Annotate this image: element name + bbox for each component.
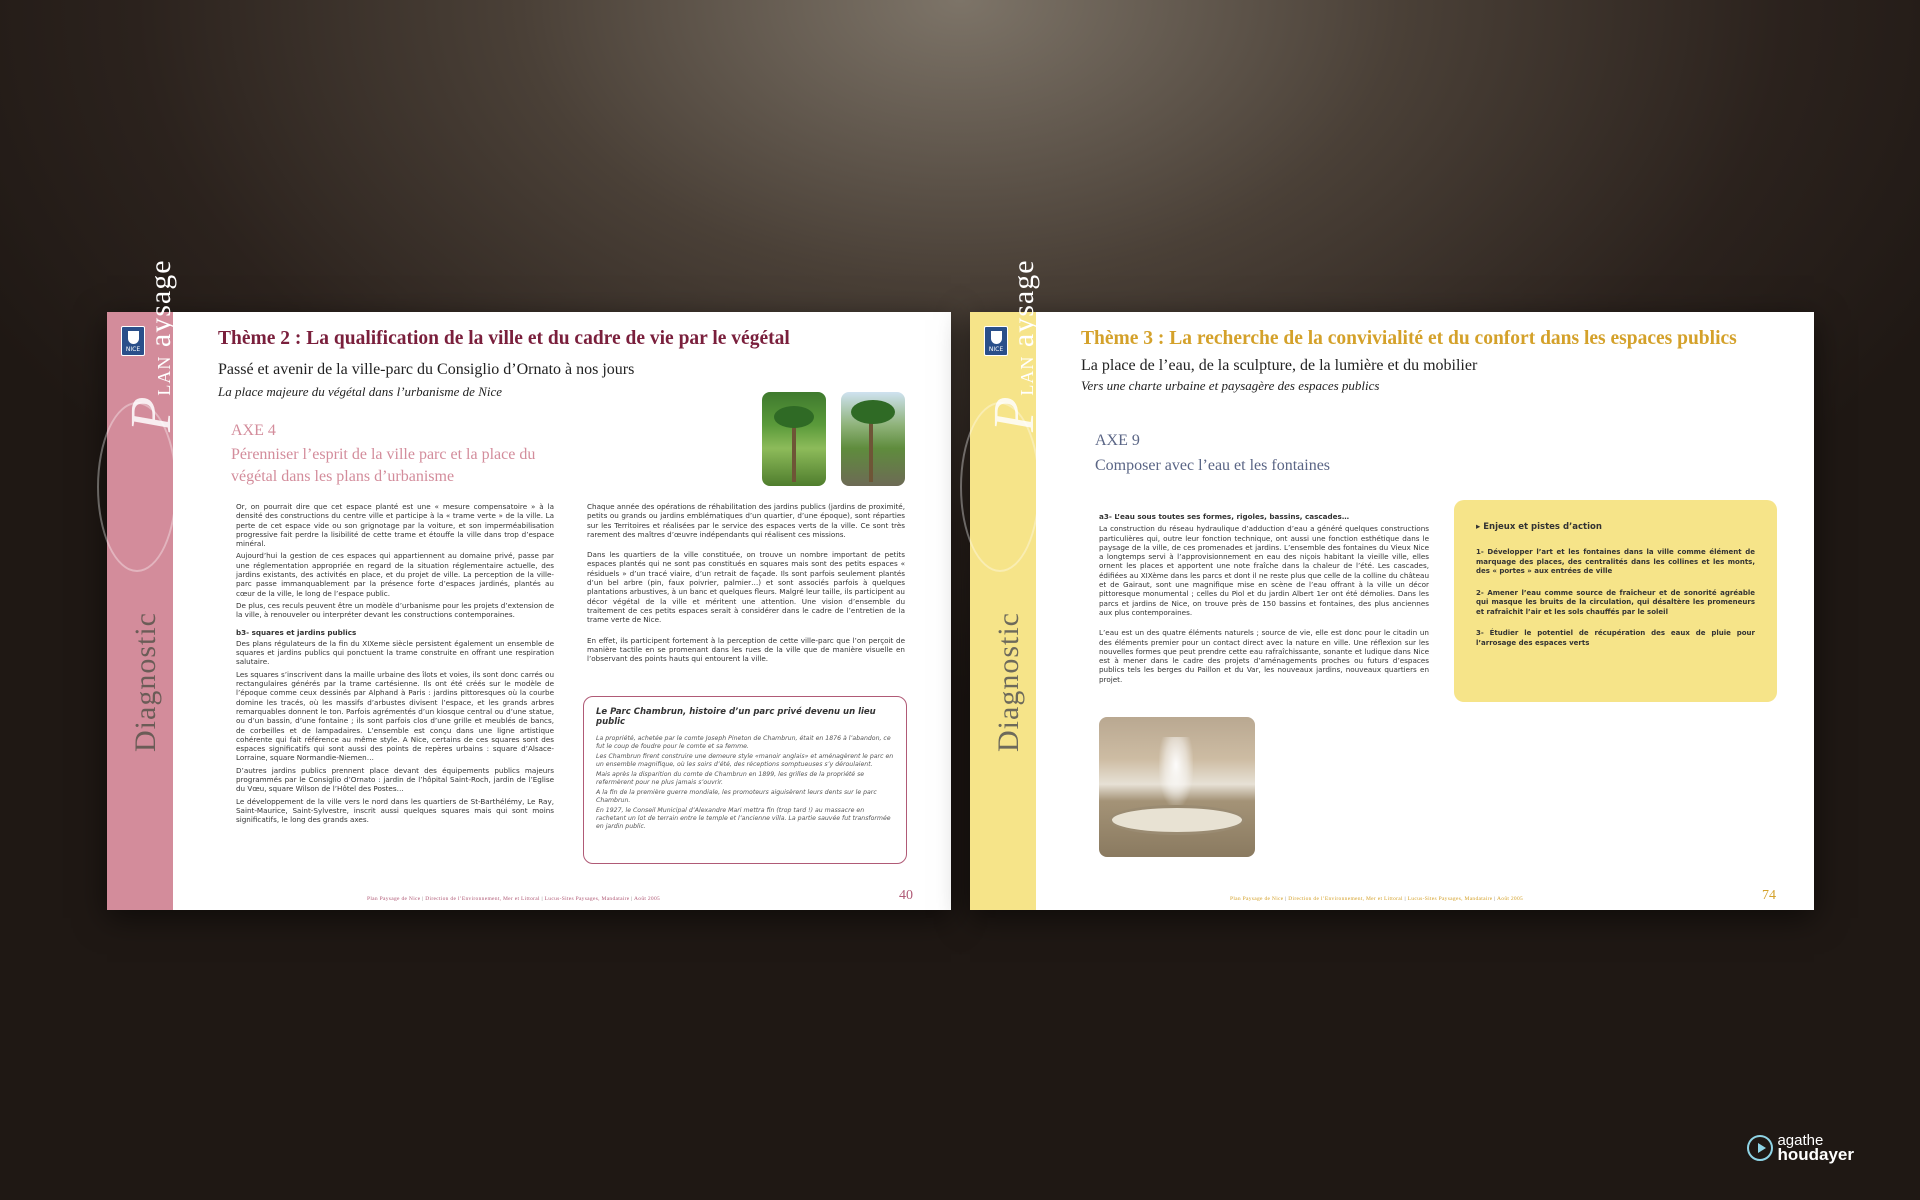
paragraph: Or, on pourrait dire que cet espace planté est une « mesure compensatoire » à la densité des constructions du centre ville et participe à la « trame verte » de la ville. La perte de cet espace vide ou son grignotage par la voiture, et son imperméabilisation progressive fait perdre la lisibilité de cette trame et étouffe la ville dans trop d’espace minéral. xyxy=(236,502,554,549)
info-box-body xyxy=(596,735,894,831)
brand-last: houdayer xyxy=(1777,1145,1854,1164)
page-footer: Plan Paysage de Nice | Direction de l’Environnement, Mer et Littoral | Lucus-Sites Paysages, Mandataire | Août 2005 xyxy=(1230,896,1524,902)
info-paragraph: La propriété, achetée par le comte Joseph Pineton de Chambrun, était en 1876 à l’abandon, ce fut le coup de foudre pour le comte et sa femme. xyxy=(596,735,891,750)
fountain-photo xyxy=(1099,717,1255,857)
section-heading: b3- squares et jardins publics xyxy=(236,627,357,637)
paragraph: L’eau est un des quatre éléments naturels ; source de vie, elle est donc pour le citadin un des éléments premier pour un contact direct avec la nature en ville. Une réflexion sur les nouvelles formes que peut prendre cette eau rafraîchissante, sonante et ludique dans Nice est à mener dans le cadre des projets d’aménagements proches ou futurs d’espaces publics tels les berges du Paillon et du Var, les nouveaux jardins, nouveaux quartiers en projet. xyxy=(1099,628,1429,684)
brand-text xyxy=(1777,1134,1854,1162)
nice-crest-icon: NICE xyxy=(121,326,145,356)
info-paragraph: Mais après la disparition du comte de Chambrun en 1899, les grilles de la propriété se refermèrent pour ne plus jamais s’ouvrir. xyxy=(596,771,865,786)
paragraph: De plus, ces reculs peuvent être un modèle d’urbanisme pour les projets d’extension de la ville, à renouveler ou interpréter devant les constructions contemporaines. xyxy=(236,600,554,620)
paragraph: Chaque année des opérations de réhabilitation des jardins publics (jardins de proximité, petits ou grands ou jardins emblématiques d’un quartier, d’une époque), sont réparties sur les Territoires et réalisées par le service des espaces verts de la ville. Ce sont très rarement des maîtres d’œuvre indépendants qui réalisent ces missions. xyxy=(587,502,905,539)
enjeux-item: 2- Amener l’eau comme source de fraîcheur et de sonorité agréable qui masque les bruits de la circulation, qui désaltère les promeneurs et rafraîchit l’air et les sols chauffés par le soleil xyxy=(1476,588,1755,616)
nice-crest-icon: NICE xyxy=(984,326,1008,356)
text-column-2 xyxy=(587,502,905,666)
play-circle-icon xyxy=(1747,1135,1773,1161)
info-box xyxy=(583,696,907,864)
info-paragraph: A la fin de la première guerre mondiale, les promoteurs aiguisèrent leurs dents sur le parc Chambrun. xyxy=(596,789,877,804)
axe-title: Pérenniser l’esprit de la ville parc et la place du végétal dans les plans d’urbanisme xyxy=(231,446,536,485)
axe-label: AXE 9 xyxy=(1095,432,1140,449)
axe-title: Composer avec l’eau et les fontaines xyxy=(1095,457,1331,474)
info-paragraph: En 1927, le Conseil Municipal d’Alexandre Mari mettra fin (trop tard !) au massacre en rachetant un lot de terrain entre le temple et l’ancienne villa. La partie sauvée fut transformée en jardin public. xyxy=(596,807,891,830)
text-column-1 xyxy=(1099,512,1429,687)
side-band xyxy=(970,259,1046,910)
palm-garden-photo xyxy=(762,392,826,486)
plan-paysage-logo: PLAN aysage xyxy=(981,259,1046,432)
enjeux-item: 3- Étudier le potentiel de récupération des eaux de pluie pour l’arrosage des espaces verts xyxy=(1476,629,1755,647)
section-heading: a3- L’eau sous toutes ses formes, rigoles, bassins, cascades… xyxy=(1099,512,1350,521)
paragraph: Aujourd’hui la gestion de ces espaces qui appartiennent au domaine privé, passe par une réglementation appropriée en regard de la situation réglementaire actuelle, des jardins existants, des activités en place, et du projet de ville. La perception de la ville-parc passe immanquablement par la présence forte d’espaces jardinés, plantés au cœur de la ville, le long de l’espace public. xyxy=(236,551,554,598)
paragraph: Le développement de la ville vers le nord dans les quartiers de St-Barthélémy, Le Ray, Saint-Maurice, Saint-Sylvestre, inscrit aussi quelques squares mais qui sont moins significatifs, le long des grands axes. xyxy=(236,796,554,825)
side-band xyxy=(107,259,183,910)
enjeux-box xyxy=(1454,500,1777,702)
page-40 xyxy=(107,259,951,910)
paragraph: Les squares s’inscrivent dans la maille urbaine des îlots et voies, ils sont donc carrés ou rectangulaires générés par la trame cartésienne. Ils ont été créés sur le modèle de l’époque comme ceux dessinés par Alphand à Paris : jardins pittoresques où la courbe domine les tracés, où les massifs d’arbustes divisent l’espace, et les grands arbres remarquables donnent le ton. Parfois agrémentés d’un kiosque central ou d’une statue, ou d’un bassin, d’une fontaine ; ils sont parfois clos d’une grille et meublés de bancs, de corbeilles et de lampadaires. L’ensemble est conçu dans une ligne artistique cohérente qui fait référence au même style. A Nice, certains de ces squares sont des espaces significatifs qui sont aussi des points de repères urbains : square d’Alsace-Lorraine, square Normandie-Niemen… xyxy=(236,669,554,763)
plan-paysage-logo: PLAN aysage xyxy=(118,259,183,432)
enjeux-item: 1- Développer l’art et les fontaines dans la ville comme élément de marquage des places, des centralités dans les collines et les monts, des « portes » aux entrées de ville xyxy=(1476,548,1755,575)
info-paragraph: Les Chambrun firent construire une demeure style «manoir anglais» et aménagèrent le parc en un ensemble magnifique, où les soirs d’été, des réceptions somptueuses s’y déroulaient. xyxy=(596,753,894,768)
subtitle: Passé et avenir de la ville-parc du Consiglio d’Ornato à nos jours xyxy=(218,361,635,378)
page-74 xyxy=(970,259,1814,910)
paragraph: La construction du réseau hydraulique d’adduction d’eau a généré quelques constructions particulières qui, outre leur fonction technique, ont aussi une fonction esthétique dans le paysage de la ville, de ces promenades et jardins. L’ensemble des fontaines du Vieux Nice a longtemps servi à l’approvisionnement en eau des niçois habitant la vieille ville, elles ornent les places et apportent une note fraîche dans la chaleur de l’été. Les cascades, édifiées au XIXème dans les parcs et dont il ne reste plus que celle de la colline du château et de Gairaut, sont une magnifique mise en scène de l’eau offrant à la ville un décor pittoresque monumental ; celles du Piol et du jardin Albert 1er ont été démolies. Dans les parcs et jardins de Nice, on trouve près de 150 bassins et fontaines, des plus anciennes aux plus contemporaines. xyxy=(1099,524,1429,617)
page-number: 40 xyxy=(899,888,913,903)
info-box-title: Le Parc Chambrun, histoire d’un parc privé devenu un lieu public xyxy=(596,707,876,727)
subtitle-italic: Vers une charte urbaine et paysagère des espaces publics xyxy=(1081,378,1380,393)
diagnostic-label: Diagnostic xyxy=(992,612,1025,752)
page-footer: Plan Paysage de Nice | Direction de l’Environnement, Mer et Littoral | Lucus-Sites Paysages, Mandataire | Août 2005 xyxy=(367,896,661,902)
theme-title: Thème 2 : La qualification de la ville et du cadre de vie par le végétal xyxy=(218,328,790,349)
subtitle-italic: La place majeure du végétal dans l’urbanisme de Nice xyxy=(218,384,503,399)
text-column-1 xyxy=(236,502,554,828)
page-number: 74 xyxy=(1762,888,1776,903)
paragraph: Dans les quartiers de la ville constituée, on trouve un nombre important de petits espaces plantés qui ne sont pas constitués en squares mais sont des petits espaces « résiduels » d’un tracé viaire, d’un retrait de façade. Ils sont parfois seulement plantés d’un bel arbre (pin, faux poivrier, palmier…) et sont associés parfois à quelques plantations arbustives, à un banc et quelques fleurs. Malgré leur taille, ils participent au décor végétal de la ville et méritent une attention. Une vision d’ensemble du traitement de ces petits espaces serait à considérer dans le cadre de l’entretien de la trame verte de Nice. xyxy=(587,550,905,625)
theme-title: Thème 3 : La recherche de la convivialité et du confort dans les espaces publics xyxy=(1081,328,1737,349)
subtitle: La place de l’eau, de la sculpture, de la lumière et du mobilier xyxy=(1081,357,1478,374)
paragraph: D’autres jardins publics prennent place devant des équipements publics majeurs programmés par le Consiglio d’Ornato : jardin de l’hôpital Saint-Roch, jardin de l’Eglise du Vœu, square Wilson de l’Hôtel des Postes… xyxy=(236,765,554,794)
axe-label: AXE 4 xyxy=(231,422,276,439)
paragraph: Des plans régulateurs de la fin du XIXeme siècle persistent également un ensemble de squares et jardins publics qui ponctuent la trame construite en offrant une respiration salutaire. xyxy=(236,638,554,667)
brand-first: agathe xyxy=(1777,1132,1824,1149)
enjeux-title: ▸ Enjeux et pistes d’action xyxy=(1476,522,1602,532)
paragraph: En effet, ils participent fortement à la perception de cette ville-parc que l’on perçoit de manière tactile en se promenant dans les rues de la ville que de manière visuelle en l’observant des points hauts qui entourent la ville. xyxy=(587,635,905,664)
palm-street-photo xyxy=(841,392,905,486)
agathe-houdayer-logo[interactable] xyxy=(1747,1134,1854,1162)
diagnostic-label: Diagnostic xyxy=(129,612,162,752)
